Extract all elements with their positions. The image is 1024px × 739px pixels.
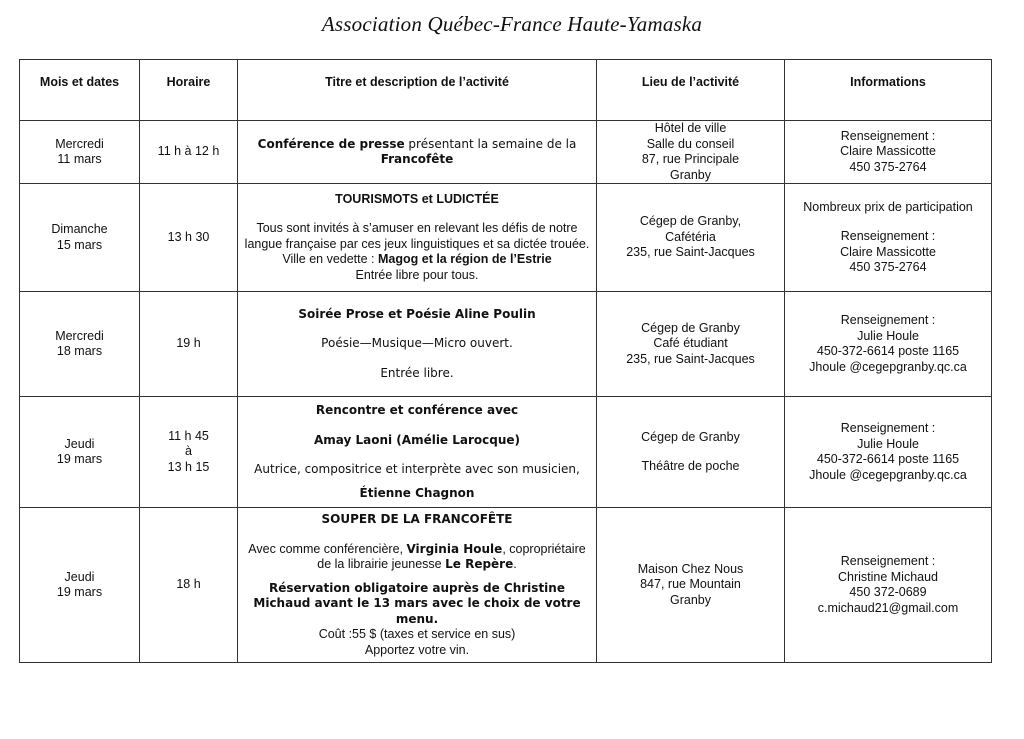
lieu-cell xyxy=(597,292,785,397)
activity-featured-city: Magog et la région de l’Estrie xyxy=(378,252,552,267)
info-line: Julie Houle xyxy=(857,328,919,343)
horaire-cell: 19 h xyxy=(140,292,238,397)
lieu-line: Maison Chez Nous xyxy=(637,561,744,576)
horaire-cell: 18 h xyxy=(140,508,238,663)
activity-entry: Entrée libre. xyxy=(380,365,454,380)
activity-cell xyxy=(238,121,597,184)
header-activite: Titre et description de l’activité xyxy=(238,60,597,121)
date-label: 15 mars xyxy=(56,237,103,252)
date-cell xyxy=(20,397,140,508)
horaire-line: à xyxy=(185,444,192,459)
info-line: Christine Michaud xyxy=(837,569,939,584)
activity-title: Soirée Prose et Poésie Aline Poulin xyxy=(298,306,536,321)
info-line: Julie Houle xyxy=(857,436,919,451)
info-line: 450-372-6614 poste 1165 xyxy=(816,344,960,358)
info-line: 450-372-6614 poste 1165 xyxy=(816,452,960,466)
table-row xyxy=(20,184,992,292)
activity-reservation-note: Réservation obligatoire auprès de Christine Michaud avant le 13 mars avec le choix de votre menu. xyxy=(253,580,581,626)
lieu-line: 235, rue Saint-Jacques xyxy=(626,245,755,260)
header-informations: Informations xyxy=(785,60,992,121)
activity-cell xyxy=(238,184,597,292)
info-line: 450 372-0689 xyxy=(849,585,927,599)
table-row xyxy=(20,292,992,397)
date-label: 11 mars xyxy=(57,152,102,166)
activity-title: SOUPER DE LA FRANCOFÊTE xyxy=(321,512,513,526)
lieu-cell xyxy=(597,397,785,508)
activity-bookstore-name: Le Repère xyxy=(445,557,514,571)
day-label: Dimanche xyxy=(51,222,108,236)
info-line: Renseignement : xyxy=(840,128,936,143)
activity-entry: Entrée libre pour tous. xyxy=(355,267,479,282)
info-email: Jhoule @cegepgranby.qc.ca xyxy=(809,359,967,374)
activity-title: Conférence de presse xyxy=(257,136,405,151)
date-cell xyxy=(20,292,140,397)
info-cell xyxy=(785,121,992,184)
info-prizes: Nombreux prix de participation xyxy=(803,199,973,214)
info-line: Renseignement : xyxy=(840,229,936,243)
activity-text: , copropriétaire de la librairie jeunesse xyxy=(317,541,586,571)
lieu-line: Salle du conseil xyxy=(646,136,735,151)
lieu-cell xyxy=(597,121,785,184)
lieu-line: 235, rue Saint-Jacques xyxy=(626,351,755,366)
lieu-line: Cégep de Granby xyxy=(641,320,740,335)
date-label: 19 mars xyxy=(56,585,103,599)
date-label: 18 mars xyxy=(56,344,103,358)
table-row xyxy=(20,508,992,663)
lieu-line: Hôtel de ville xyxy=(654,121,727,135)
date-label: 19 mars xyxy=(56,452,103,466)
activity-text: Tous sont invités à s’amuser en relevant les défis de notre langue française par ces jeux linguistiques et sa dictée trouée. Ville en vedette : xyxy=(244,221,590,267)
header-dates: Mois et dates xyxy=(20,60,140,121)
activity-text: Avec comme conférencière, xyxy=(248,541,407,556)
activity-event-name: Francofête xyxy=(380,152,454,166)
info-email: Jhoule @cegepgranby.qc.ca xyxy=(809,467,967,482)
lieu-cell xyxy=(597,184,785,292)
lieu-line: Granby xyxy=(670,167,711,182)
date-cell xyxy=(20,508,140,663)
horaire-line: 13 h 15 xyxy=(167,459,210,474)
page-title: Association Québec-France Haute-Yamaska xyxy=(321,12,703,36)
activity-musician-name: Étienne Chagnon xyxy=(359,485,475,500)
header-lieu: Lieu de l’activité xyxy=(597,60,785,121)
lieu-line: Cafétéria xyxy=(665,229,716,244)
lieu-line: Granby xyxy=(670,592,711,607)
table-row xyxy=(20,397,992,508)
activity-guest-name: Amay Laoni (Amélie Larocque) xyxy=(313,432,521,447)
info-email: c.michaud21@gmail.com xyxy=(817,600,959,615)
activity-cell xyxy=(238,292,597,397)
activity-cell xyxy=(238,397,597,508)
activity-text: Autrice, compositrice et interprète avec son musicien, xyxy=(254,462,580,476)
info-line: Renseignement : xyxy=(840,421,936,435)
info-cell xyxy=(785,292,992,397)
lieu-line: Théâtre de poche xyxy=(641,459,740,473)
activity-text: présentant la semaine de la xyxy=(404,136,577,151)
info-line: 450 375-2764 xyxy=(849,159,927,174)
info-cell xyxy=(785,508,992,663)
lieu-line: Cégep de Granby, xyxy=(639,214,742,229)
date-cell xyxy=(20,121,140,184)
day-label: Mercredi xyxy=(55,136,104,151)
info-line: 450 375-2764 xyxy=(849,260,927,274)
lieu-cell xyxy=(597,508,785,663)
info-line: Claire Massicotte xyxy=(840,144,936,159)
activity-text: . xyxy=(513,557,517,571)
activity-cost: Coût :55 $ (taxes et service en sus) xyxy=(318,627,516,641)
day-label: Mercredi xyxy=(55,328,104,343)
date-cell xyxy=(20,184,140,292)
activity-cell xyxy=(238,508,597,663)
lieu-line: Cégep de Granby xyxy=(641,429,740,444)
activity-wine-note: Apportez votre vin. xyxy=(364,642,470,657)
day-label: Jeudi xyxy=(64,436,95,451)
info-line: Renseignement : xyxy=(840,554,936,568)
horaire-cell: 11 h à 12 h xyxy=(140,121,238,184)
info-line: Claire Massicotte xyxy=(840,244,936,259)
activity-schedule-table xyxy=(19,59,992,663)
horaire-cell: 13 h 30 xyxy=(140,184,238,292)
horaire-line: 11 h 45 xyxy=(168,428,209,443)
activity-speaker-name: Virginia Houle xyxy=(406,541,503,556)
activity-title: TOURISMOTS et LUDICTÉE xyxy=(335,191,499,206)
info-cell xyxy=(785,397,992,508)
info-cell xyxy=(785,184,992,292)
lieu-line: 87, rue Principale xyxy=(641,152,740,166)
horaire-cell xyxy=(140,397,238,508)
header-horaire: Horaire xyxy=(140,60,238,121)
activity-title: Rencontre et conférence avec xyxy=(315,403,519,417)
activity-text: Poésie—Musique—Micro ouvert. xyxy=(321,336,513,351)
lieu-line: 847, rue Mountain xyxy=(640,577,741,592)
table-header-row xyxy=(20,60,992,121)
lieu-line: Café étudiant xyxy=(653,336,728,351)
table-row xyxy=(20,121,992,184)
day-label: Jeudi xyxy=(64,569,95,584)
info-line: Renseignement : xyxy=(840,313,936,327)
